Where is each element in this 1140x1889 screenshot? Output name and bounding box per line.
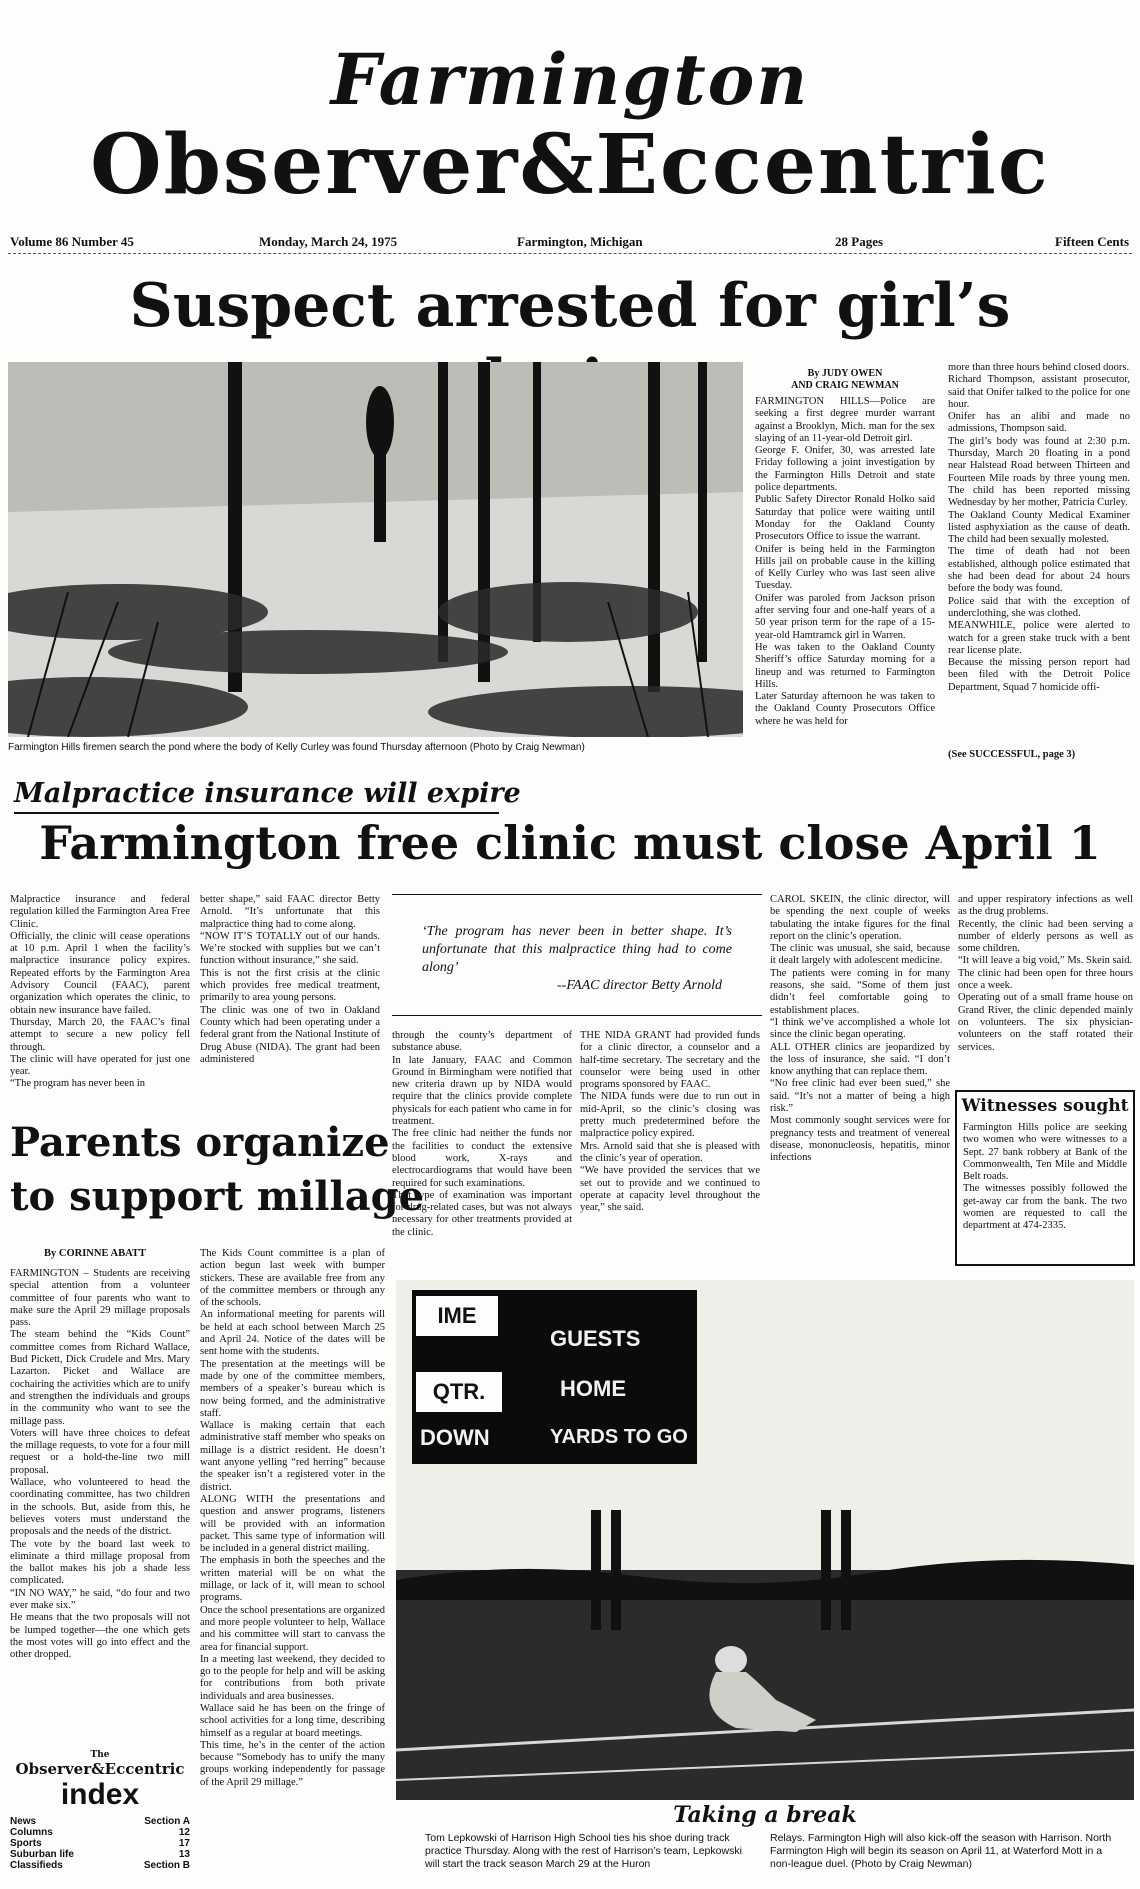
- index-box: [10, 1750, 190, 1871]
- pull-quote-attribution: --FAAC director Betty Arnold: [557, 978, 722, 993]
- index-row-section: 12: [178, 1827, 190, 1838]
- photo2-caption-left: Tom Lepkowski of Harrison High School ties his shoe during track practice Thursday. Along with the rest of Harrison’s team, Lepkowski will start the track season March 29 at the Huron: [425, 1832, 742, 1870]
- price: Fifteen Cents: [1055, 234, 1130, 249]
- pond-photo-illustration: [8, 362, 743, 737]
- clinic-column-1: Malpractice insurance and federal regulation killed the Farmington Area Free Clinic. Officially, the clinic will cease operations at 10 p.m. April 1 when the facility’s malpractice insurance policy expires. Repeated efforts by the Farmington Area Advisory Council (FAAC), parent organization which operates the clinic, to obtain new insurance have failed. Thursday, March 20, the FAAC’s final attempt to secure a new policy fell through. The clinic will have operated for just one year. “The program has never been in: [10, 894, 190, 1090]
- millage-headline-2: to support millage: [10, 1173, 425, 1220]
- index-row: [10, 1816, 190, 1827]
- witnesses-title: Witnesses sought: [961, 1096, 1129, 1116]
- scoreboard-home: HOME: [560, 1376, 626, 1401]
- scoreboard-right: [538, 1290, 694, 1464]
- photo-caption-pond: Farmington Hills firemen search the pond where the body of Kelly Curley was found Thursday afternoon (Photo by Craig Newman): [8, 742, 585, 753]
- index-row: [10, 1860, 190, 1871]
- byline-owen: By JUDY OWEN: [807, 368, 883, 379]
- clinic-column-4: THE NIDA GRANT had provided funds for a clinic director, a counselor and a half-time secretary. The secretary and the counselor were being used in other programs sponsored by FAAC. The NIDA funds were due to run out in mid-April, so the clinic’s closing was pretty much predetermined before the malpractice policy expired. Mrs. Arnold said that she is pleased with the clinic’s year of operation. “We have provided the services that we set out to provide and we continued to operate at capacity level throughout the year,” she said.: [580, 1030, 760, 1214]
- millage-headline-1: Parents organize: [10, 1119, 390, 1166]
- index-logo-top: The: [90, 1750, 110, 1760]
- index-row-name: News: [10, 1816, 37, 1827]
- index-row-section: Section B: [143, 1860, 190, 1871]
- index-row: [10, 1838, 190, 1849]
- info-bar-rule: [8, 253, 1132, 254]
- witnesses-box: [955, 1090, 1135, 1266]
- clinic-kicker: Malpractice insurance will expire: [14, 778, 521, 809]
- index-row: [10, 1827, 190, 1838]
- masthead: [0, 38, 1140, 213]
- pond-search-photo: [8, 362, 743, 737]
- scoreboard-qtr: QTR.: [416, 1372, 502, 1412]
- millage-column-1: FARMINGTON – Students are receiving special attention from a volunteer committee of four parents who want to make sure the April 29 millage proposals pass. The steam behind the “Kids Count” committee comes from Richard Wallace, Bud Pickett, Dick Crudele and Mrs. Mary Lazarton. Picket and Wallace are cochairing the activities which are to unify and strengthen the individuals and groups in the community who want to see the millage pass. Voters will have three choices to defeat the millage requests, to vote for a four mill request or a hold-the-line two mill proposal. Wallace, who volunteered to head the coordinating committee, has two children in the schools. But, aside from this, he believes voters must understand the proposals and the needs of the district. The vote by the board last week to eliminate a third millage proposal from the ballot makes his job a shade less complicated. “IN NO WAY,” he said, “do four and two ever make six.” He means that the two proposals will not be lumped together—the one which gets the most votes will go into effect and the other dropped.: [10, 1268, 190, 1661]
- millage-column-2: The Kids Count committee is a plan of action begun last week with bumper stickers. These are available free from any of the committee members or through any of the schools. An informational meeting for parents will be held at each school between March 25 and April 24. Notice of the dates will be sent home with the students. The presentation at the meetings will be made by one of the committee members, members of a speaker’s bureau which is now being formed, and the administrative staff. Wallace is making certain that each administrative staff member who speaks on millage is a district resident. He doesn’t want anyone yelling “red herring” because the speaker isn’t a registered voter in the district. ALONG WITH the presentations and question and answer programs, listeners will be provided with an information packet. This same type of information will be included in a general district mailing. The emphasis in both the speeches and the written material will be on what the millage, or lack of it, will mean to school programs. Once the school presentations are organized and more people volunteer to help, Wallace and his committee will start to canvass the area for financial support. In a meeting last weekend, they decided to go to the people for help and will be asking for contributions from both private individuals and area businesses. Wallace said he has been on the fringe of school activities for a long time, describing himself as a regular at board meetings. This time, he’s in the center of the action because “Somebody has to unify the many groups working independently for passage of the April 29 millage.”: [200, 1248, 385, 1788]
- scoreboard-time: IME: [416, 1296, 498, 1336]
- byline-newman: AND CRAIG NEWMAN: [791, 380, 899, 391]
- page-count: 28 Pages: [835, 234, 884, 249]
- index-row: [10, 1849, 190, 1860]
- issue-date: Monday, March 24, 1975: [259, 234, 398, 249]
- pull-quote: ‘The program has never been in better shape. It’s unfortunate that this malpractice thing had to come along’: [422, 924, 732, 975]
- photo2-caption-right: Relays. Farmington High will also kick-off the season with Harrison. North Farmington High will begin its season on April 11, at Waterford Mott in a non-league duel. (Photo by Craig Newman): [770, 1832, 1112, 1870]
- clinic-headline: Farmington free clinic must close April 1: [39, 816, 1101, 870]
- scoreboard-yards: YARDS TO GO: [550, 1426, 688, 1448]
- index-row-section: 13: [178, 1849, 190, 1860]
- story1-jump: (See SUCCESSFUL, page 3): [948, 749, 1076, 760]
- index-row-name: Suburban life: [10, 1849, 74, 1860]
- photo2-title: Taking a break: [673, 1802, 857, 1828]
- scoreboard-down: DOWN: [420, 1425, 490, 1450]
- clinic-column-3: through the county’s department of substance abuse. In late January, FAAC and Common Ground in Birmingham were notified that new criteria drawn up by NIDA would require that the clinics provide complete physicals for each patient who came in for treatment. The free clinic had neither the funds nor the facilities to conduct the extensive blood work, X-rays and electrocardiograms that would have been required for such examinations. That type of examination was important for drug-related cases, but was not always necessary for other treatments provided at the clinic.: [392, 1030, 572, 1238]
- index-row-name: Classifieds: [10, 1860, 63, 1871]
- scoreboard-guests: GUESTS: [550, 1326, 641, 1351]
- lead-headline: Suspect arrested for girl’s: [129, 271, 1011, 341]
- index-title: index: [60, 1778, 140, 1811]
- clinic-column-5: CAROL SKEIN, the clinic director, will be spending the next couple of weeks tabulating the intake figures for the final report on the clinic’s operation. The clinic was unusual, she said, because it dealt largely with adolescent medicine. The patients were coming in for many reasons, she said. “Some of them just didn’t feel comfortable going to establishment places. “I think we’ve accomplished a whole lot since the clinic began operating. ALL OTHER clinics are jeopardized by the loss of insurance, she said. “I don’t know anything that can replace them. “No free clinic had ever been sued,” she said. “It’s not a matter of being a high risk.” Most commonly sought services were for pregnancy tests and treatment of venereal disease, mononucleosis, hepatitis, minor infections: [770, 894, 950, 1164]
- index-row-name: Columns: [10, 1827, 53, 1838]
- dateline-place: Farmington, Michigan: [517, 234, 643, 249]
- index-row-section: 17: [178, 1838, 190, 1849]
- masthead-line2: Observer&Eccentric: [90, 117, 1050, 213]
- volume-number: Volume 86 Number 45: [10, 234, 134, 249]
- clinic-column-2: better shape,” said FAAC director Betty Arnold. “It’s unfortunate that this malpractice thing had to come along. “NOW IT’S TOTALLY out of our hands. We’re stocked with supplies but we can’t function without insurance,” she said. This is not the first crisis at the clinic which provides free medical treatment, primarily to area young persons. The clinic was one of two in Oakland County which had been operating under a federal grant from the National Institute of Drug Abuse (NIDA). The grant had been administered: [200, 894, 380, 1065]
- pull-quote-box: [392, 894, 762, 1016]
- index-logo: Observer&Eccentric: [15, 1760, 185, 1778]
- masthead-line1: Farmington: [330, 38, 810, 121]
- index-row-section: Section A: [144, 1816, 190, 1827]
- story1-column-1: FARMINGTON HILLS—Police are seeking a first degree murder warrant against a Brooklyn, Mich. man for the sex slaying of an 11-year-old Detroit girl. George F. Onifer, 30, was arrested late Friday following a joint investigation by the Farmington Hills Detroit and state police departments. Public Safety Director Ronald Holko said Saturday that police were waiting until Monday for the Oakland County Prosecutors Office to issue the warrant. Onifer is being held in the Farmington Hills jail on probable cause in the killing of Kelly Curley who was last seen alive Tuesday. Onifer was paroled from Jackson prison after serving four and one-half years of a 50 year prison term for the rape of a 15-year-old Hamtramck girl in Warren. He was taken to the Oakland County Sheriff’s office Saturday morning for a lineup and was returned to Farmington Hills. Later Saturday afternoon he was taken to the Oakland County Prosecutors Office where he was held for: [755, 396, 935, 727]
- story1-column-2: more than three hours behind closed doors. Richard Thompson, assistant prosecutor, said that Onifer talked to the police for one hour. Onifer has an alibi and made no admissions, Thompson said. The girl’s body was found at 2:30 p.m. Thursday, March 20 floating in a pond near Halstead Road between Thirteen and Fourteen Mile roads by three young men. The child has been reported missing Wednesday by her mother, Patricia Curley. The Oakland County Medical Examiner listed asphyxiation as the cause of death. The child had been sexually molested. The time of death had not been established, although police estimated that she had been dead for about 24 hours before the body was found. Police said that with the exception of underclothing, she was clothed. MEANWHILE, police were alerted to watch for a green stake truck with a bent rear license plate. Because the missing person report had been filed with the Detroit Police Department, Squad 7 homicide offi-: [948, 362, 1130, 693]
- witnesses-body: Farmington Hills police are seeking two women who were witnesses to a Sept. 27 bank robbery at Bank of the Commonwealth, Ten Mile and Middle Belt roads. The witnesses possibly followed the get-away car from the bank. The two women are requested to call the department at 474-2335.: [963, 1122, 1127, 1232]
- byline-abatt: By CORINNE ABATT: [44, 1248, 146, 1259]
- index-row-name: Sports: [10, 1838, 42, 1849]
- clinic-column-6: and upper respiratory infections as well as the drug problems. Recently, the clinic had been serving a number of elderly persons as well as some children. “It will leave a big void,” Ms. Skein said. The clinic had been open for three hours once a week. Operating out of a small frame house on Grand River, the clinic depended mainly on volunteers. The six physician-volunteers on the staff rotated their services.: [958, 894, 1133, 1053]
